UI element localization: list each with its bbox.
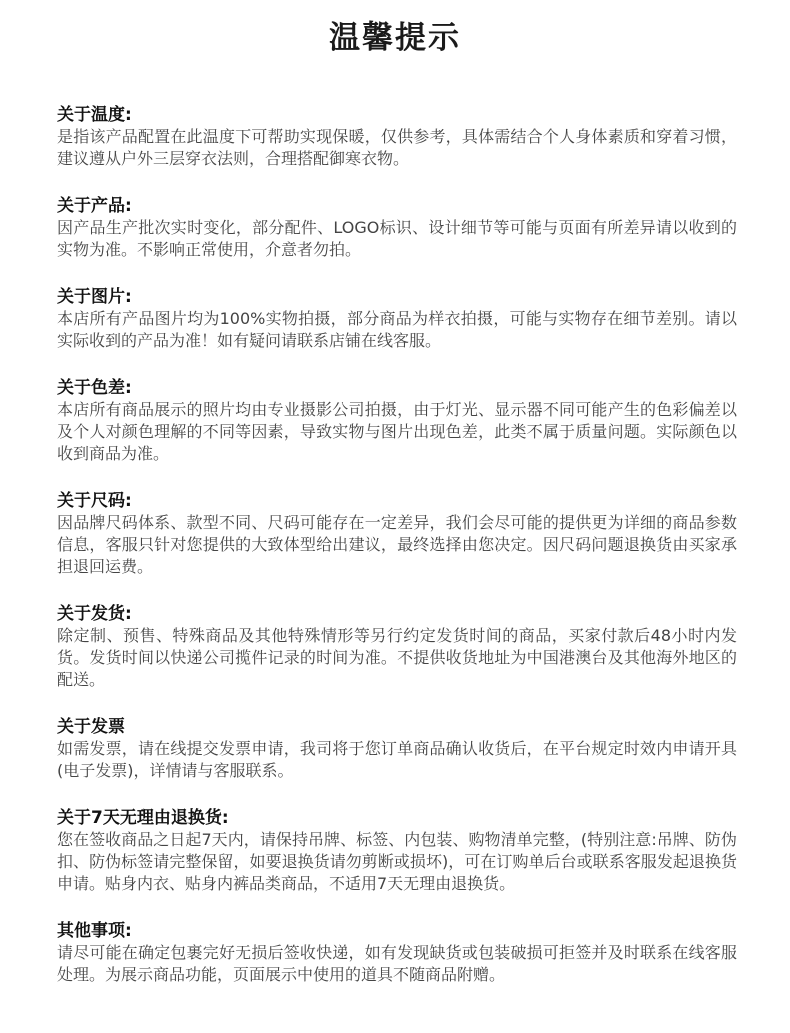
section-invoice	[57, 716, 737, 782]
section-images	[57, 286, 737, 352]
section-heading: 关于产品:	[57, 196, 132, 216]
section-body: 因品牌尺码体系、款型不同、尺码可能存在一定差异，我们会尽可能的提供更为详细的商品参数信息，客服只针对您提供的大致体型给出建议，最终选择由您决定。因尺码问题退换货由买家承担退回运费。	[57, 513, 737, 576]
section-heading: 关于色差:	[57, 378, 132, 398]
section-heading: 其他事项:	[57, 921, 132, 941]
section-returns	[57, 807, 737, 895]
section-color-difference	[57, 377, 737, 465]
section-heading: 关于尺码:	[57, 491, 132, 511]
section-body: 您在签收商品之日起7天内，请保持吊牌、标签、内包装、购物清单完整，(特别注意:吊牌、防伪扣、防伪标签请完整保留，如要退换货请勿剪断或损坏)，可在订购单后台或联系客服发起退换货申请。贴身内衣、贴身内裤品类商品，不适用7天无理由退换货。	[57, 830, 737, 893]
section-heading: 关于发票	[57, 717, 125, 737]
section-heading: 关于温度:	[57, 105, 132, 125]
section-other	[57, 920, 737, 986]
section-body: 请尽可能在确定包裹完好无损后签收快递，如有发现缺货或包装破损可拒签并及时联系在线客服处理。为展示商品功能，页面展示中使用的道具不随商品附赠。	[57, 943, 737, 984]
section-heading: 关于图片:	[57, 287, 132, 307]
section-body: 因产品生产批次实时变化，部分配件、LOGO标识、设计细节等可能与页面有所差异请以收到的实物为准。不影响正常使用，介意者勿拍。	[57, 218, 737, 259]
notice-sections	[57, 104, 737, 1011]
section-heading: 关于7天无理由退换货:	[57, 808, 229, 828]
section-heading: 关于发货:	[57, 604, 132, 624]
section-body: 本店所有产品图片均为100%实物拍摄，部分商品为样衣拍摄，可能与实物存在细节差别。请以实际收到的产品为准！如有疑问请联系店铺在线客服。	[57, 309, 737, 350]
section-product	[57, 195, 737, 261]
section-body: 如需发票，请在线提交发票申请，我司将于您订单商品确认收货后，在平台规定时效内申请开具(电子发票)，详情请与客服联系。	[57, 739, 737, 780]
section-body: 除定制、预售、特殊商品及其他特殊情形等另行约定发货时间的商品，买家付款后48小时内发货。发货时间以快递公司揽件记录的时间为准。不提供收货地址为中国港澳台及其他海外地区的配送。	[57, 626, 737, 689]
section-body: 是指该产品配置在此温度下可帮助实现保暖，仅供参考，具体需结合个人身体素质和穿着习惯，建议遵从户外三层穿衣法则，合理搭配御寒衣物。	[57, 127, 737, 168]
section-shipping	[57, 603, 737, 691]
section-size	[57, 490, 737, 578]
section-body: 本店所有商品展示的照片均由专业摄影公司拍摄，由于灯光、显示器不同可能产生的色彩偏差以及个人对颜色理解的不同等因素，导致实物与图片出现色差，此类不属于质量问题。实际颜色以收到商品为准。	[57, 400, 737, 463]
page-title: 温馨提示	[329, 20, 461, 56]
section-temperature	[57, 104, 737, 170]
